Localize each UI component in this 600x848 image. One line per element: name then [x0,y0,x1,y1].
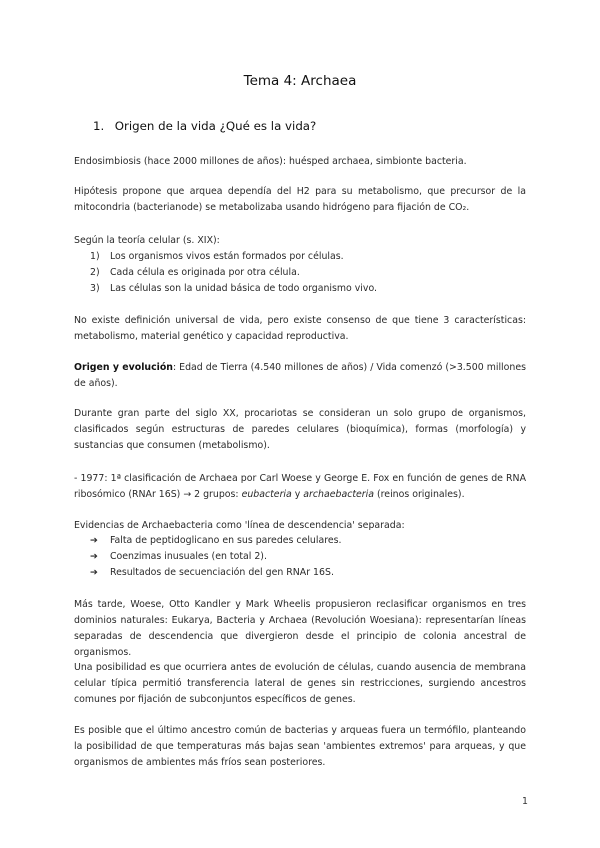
list-item-text: Falta de peptidoglicano en sus paredes celulares. [110,535,342,546]
section-heading-text: Origen de la vida ¿Qué es la vida? [114,119,317,133]
list-item [90,249,520,265]
arrow-icon: ➔ [90,535,98,546]
document-title: Tema 4: Archaea [243,73,357,89]
paragraph-1977 [74,471,526,503]
paragraph-text: - 1977: 1ª clasificación de Archaea por Carl Woese y George E. Fox en función de genes de RNA ribosómico (RNAr 16S) → 2 grupos: [74,473,526,500]
list-item [90,565,520,581]
bold-label: Origen y evolución [74,362,173,373]
list-item [90,533,520,549]
list-item-text: Resultados de secuenciación del gen RNAr 16S. [110,567,334,578]
list-marker: 2) [90,267,100,278]
arrow-icon: ➔ [90,551,98,562]
numbered-list [90,249,520,297]
paragraph-woese: Más tarde, Woese, Otto Kandler y Mark Wheelis propusieron reclasificar organismos en tres dominios naturales: Eukarya, Bacteria y Archaea (Revolución Woesiana): representarían líneas separadas de descendencia que divergieron desde el principio de colonia ancestral de organismos. [74,599,526,658]
paragraph-text: : Edad de Tierra (4.540 millones de años) / Vida comenzó (>3.500 millones de años). [74,362,526,389]
list-item-text: Los organismos vivos están formados por células. [110,251,344,262]
paragraph-teoria-celular: Según la teoría celular (s. XIX): [74,235,220,246]
paragraph-hipotesis: Hipótesis propone que arquea dependía del H2 para su metabolismo, que precursor de la mitocondria (bacterianode) se metabolizaba usando hidrógeno para fijación de CO₂. [74,186,526,213]
paragraph-evidencias: Evidencias de Archaebacteria como 'línea de descendencia' separada: [74,520,405,531]
paragraph-origen-evolucion [74,360,526,392]
paragraph-text: (reinos originales). [374,489,465,500]
page-number: 1 [522,796,528,807]
list-item-text: Cada célula es originada por otra célula. [110,267,300,278]
list-item [90,549,520,565]
section-heading [93,119,316,133]
paragraph-definicion-vida: No existe definición universal de vida, pero existe consenso de que tiene 3 características: metabolismo, material genético y capacidad reproductiva. [74,315,526,342]
list-item-text: Coenzimas inusuales (en total 2). [110,551,267,562]
list-item [90,281,520,297]
list-item-text: Las células son la unidad básica de todo organismo vivo. [110,283,377,294]
paragraph-posibilidad: Una posibilidad es que ocurriera antes de evolución de células, cuando ausencia de membrana celular típica permitió transferencia lateral de genes sin restricciones, surgiendo ancestros comunes por fijación de subconjuntos específicos de genes. [74,662,526,705]
paragraph-termofilo: Es posible que el último ancestro común de bacterias y arqueas fuera un termófilo, planteando la posibilidad de que temperaturas más bajas sean 'ambientes extremos' para arqueas, y que organismos de ambientes más fríos sean posteriores. [74,725,526,768]
paragraph-endosimbiosis: Endosimbiosis (hace 2000 millones de años): huésped archaea, simbionte bacteria. [74,156,467,167]
italic-term: eubacteria [241,489,292,500]
list-marker: 1) [90,251,100,262]
list-marker: 3) [90,283,100,294]
list-item [90,265,520,281]
italic-term: archaebacteria [303,489,375,500]
section-number: 1. [93,119,105,133]
paragraph-siglo-xx: Durante gran parte del siglo XX, procariotas se consideran un solo grupo de organismos, clasificados según estructuras de paredes celulares (bioquímica), formas (morfología) y sustancias que consumen (metabolismo). [74,408,526,451]
paragraph-text: y [291,489,304,500]
arrow-list [90,533,520,581]
arrow-icon: ➔ [90,567,98,578]
